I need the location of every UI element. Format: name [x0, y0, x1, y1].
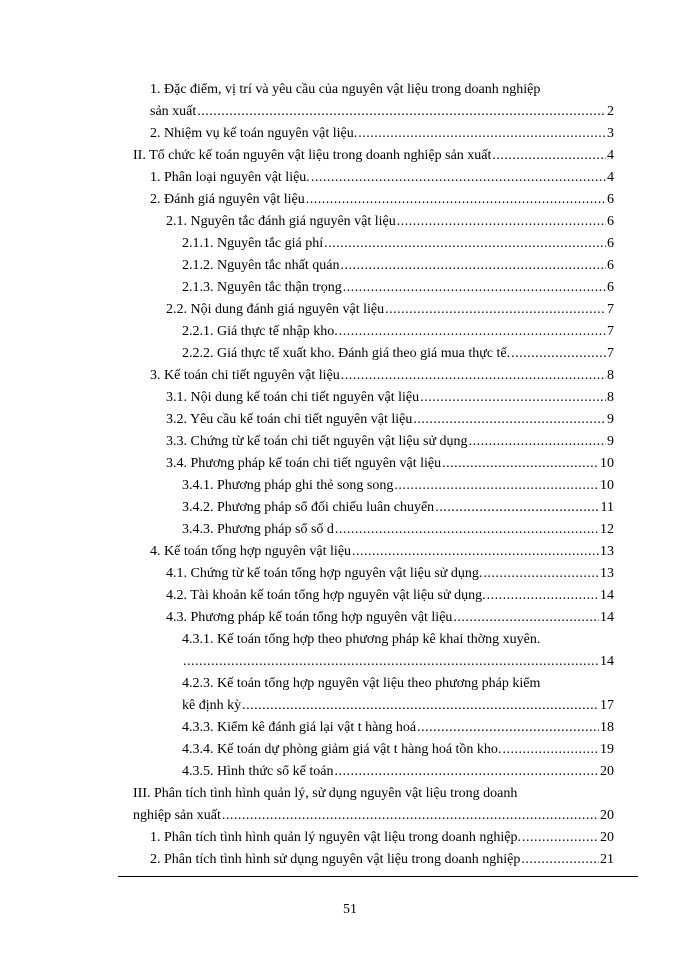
toc-entry-text: 1. Đặc điểm, vị trí và yêu cầu của nguyên vật liệu trong doanh nghiệp: [150, 82, 541, 97]
toc-page-number: 3: [607, 126, 614, 141]
toc-entry-text: III. Phân tích tình hình quản lý, sử dụng nguyên vật liệu trong doanh: [133, 786, 518, 801]
toc-entry-text: sản xuất: [150, 104, 197, 119]
toc-entry-text: 1. Phân loại nguyên vật liệu.: [150, 170, 310, 185]
dot-leader: [311, 167, 606, 189]
dot-leader: [521, 849, 599, 871]
toc-entry-text: 3. Kế toán chi tiết nguyên vật liệu: [150, 368, 340, 383]
dot-leader: [435, 497, 599, 519]
dot-leader: [341, 365, 606, 387]
dot-leader: [334, 761, 599, 783]
toc-page-number: 8: [607, 390, 614, 405]
page-number: 51: [343, 902, 357, 917]
dot-leader: [453, 607, 599, 629]
toc-entry-text: 2. Đánh giá nguyên vật liệu: [150, 192, 305, 207]
toc-entry[interactable]: [166, 387, 614, 409]
toc-entry-text: 4.3.3. Kiểm kê đánh giá lại vật t hàng hoá: [182, 720, 417, 735]
toc-page-number: 4: [607, 170, 614, 185]
toc-page-number: 6: [607, 214, 614, 229]
toc-entry-text: 3.3. Chứng từ kế toán chi tiết nguyên vật liệu sử dụng: [166, 434, 468, 449]
toc-page-number: 20: [600, 764, 614, 779]
toc-entry-text: 3.4.3. Phương pháp sổ số d: [182, 522, 334, 537]
toc-page-number: 7: [607, 346, 614, 361]
dot-leader: [397, 211, 606, 233]
toc-entry[interactable]: [182, 233, 614, 255]
toc-page-number: 9: [607, 412, 614, 427]
dot-leader: [358, 123, 606, 145]
dot-leader: [442, 453, 599, 475]
dot-leader: [242, 695, 599, 717]
toc-page-number: 6: [607, 258, 614, 273]
toc-entry-text: kê định kỳ: [182, 698, 242, 713]
toc-entry-text: 4. Kế toán tổng hợp nguyên vật liệu: [150, 544, 352, 559]
toc-entry-text: 4.3.1. Kế toán tổng hợp theo phương pháp kê khai thờng xuyên.: [182, 632, 541, 647]
toc-entry[interactable]: [133, 145, 614, 167]
toc-entry: [150, 79, 540, 101]
dot-leader: [306, 189, 606, 211]
dot-leader: [335, 519, 599, 541]
toc-page-number: 20: [600, 808, 614, 823]
dot-leader: [343, 277, 606, 299]
footer-divider: [118, 876, 638, 877]
dot-leader: [197, 101, 606, 123]
toc-page-number: 12: [600, 522, 614, 537]
toc-entry-text: 4.2. Tài khoản kế toán tổng hợp nguyên vật liệu sử dụng.: [166, 588, 486, 603]
toc-entry[interactable]: [166, 211, 614, 233]
toc-page-number: 4: [607, 148, 614, 163]
dot-leader: [483, 563, 599, 585]
toc-page-number: 11: [600, 500, 614, 515]
toc-entry[interactable]: [150, 541, 614, 563]
toc-page-number: 13: [600, 544, 614, 559]
toc-entry-text: 3.2. Yêu cầu kế toán chi tiết nguyên vật liệu: [166, 412, 413, 427]
toc-page-number: 20: [600, 830, 614, 845]
toc-entry-text: 2.2. Nội dung đánh giá nguyên vật liệu: [166, 302, 385, 317]
toc-page-number: 14: [600, 610, 614, 625]
dot-leader: [340, 255, 606, 277]
dot-leader: [469, 431, 606, 453]
toc-entry-text: 3.4. Phương pháp kế toán chi tiết nguyên vật liệu: [166, 456, 442, 471]
toc-page-number: 14: [600, 588, 614, 603]
toc-entry[interactable]: [150, 827, 614, 849]
toc-entry[interactable]: [166, 453, 614, 475]
dot-leader: [324, 233, 606, 255]
toc-page-number: 17: [600, 698, 614, 713]
dot-leader: [339, 321, 606, 343]
toc-entry[interactable]: [182, 343, 614, 365]
toc-entry-text: 4.3. Phương pháp kế toán tổng hợp nguyên vật liệu: [166, 610, 453, 625]
dot-leader: [183, 651, 599, 673]
toc-entry[interactable]: [182, 497, 614, 519]
toc-entry-text: 2.1.2. Nguyên tắc nhất quán: [182, 258, 340, 273]
toc-entry: [133, 783, 517, 805]
dot-leader: [394, 475, 599, 497]
dot-leader: [352, 541, 599, 563]
toc-entry[interactable]: [133, 805, 614, 827]
toc-entry[interactable]: [166, 431, 614, 453]
toc-page-number: 9: [607, 434, 614, 449]
dot-leader: [385, 299, 606, 321]
toc-entry[interactable]: [182, 717, 614, 739]
toc-page-number: 13: [600, 566, 614, 581]
dot-leader: [417, 717, 599, 739]
toc-entry-text: 4.3.5. Hình thức sổ kế toán: [182, 764, 334, 779]
toc-entry[interactable]: [150, 167, 614, 189]
toc-entry-text: 2. Phân tích tình hình sử dụng nguyên vật liệu trong doanh nghiệp: [150, 852, 521, 867]
toc-page-number: 14: [600, 654, 614, 669]
toc-entry-text: 3.4.2. Phương pháp sổ đối chiếu luân chuyển: [182, 500, 435, 515]
dot-leader: [413, 409, 606, 431]
dot-leader: [222, 805, 599, 827]
dot-leader: [492, 145, 606, 167]
toc-entry-text: 4.2.3. Kế toán tổng hợp nguyên vật liệu theo phương pháp kiểm: [182, 676, 541, 691]
toc-entry-text: 2.1.1. Nguyên tắc giá phí: [182, 236, 324, 251]
toc-page-number: 6: [607, 280, 614, 295]
toc-entry[interactable]: [182, 651, 614, 673]
toc-entry: [182, 673, 540, 695]
toc-entry-text: II. Tổ chức kế toán nguyên vật liệu trong doanh nghiệp sản xuất: [133, 148, 492, 163]
toc-page-number: 8: [607, 368, 614, 383]
dot-leader: [420, 387, 606, 409]
toc-entry[interactable]: [150, 189, 614, 211]
toc-page-number: 18: [600, 720, 614, 735]
toc-page-number: 10: [600, 478, 614, 493]
toc-entry-text: 2.2.2. Giá thực tế xuất kho. Đánh giá theo giá mua thực tế.: [182, 346, 511, 361]
toc-entry[interactable]: [182, 255, 614, 277]
toc-entry[interactable]: [150, 123, 614, 145]
toc-entry[interactable]: [150, 849, 614, 871]
toc-entry[interactable]: [150, 101, 614, 123]
toc-page-number: 2: [607, 104, 614, 119]
toc-entry[interactable]: [166, 607, 614, 629]
toc-entry-text: 3.4.1. Phương pháp ghi thẻ song song: [182, 478, 394, 493]
toc-entry: [182, 629, 540, 651]
toc-entry[interactable]: [182, 519, 614, 541]
toc-entry[interactable]: [166, 299, 614, 321]
toc-page-number: 10: [600, 456, 614, 471]
dot-leader: [502, 739, 599, 761]
toc-entry-text: 1. Phân tích tình hình quản lý nguyên vật liệu trong doanh nghiệp.: [150, 830, 521, 845]
toc-page-number: 6: [607, 192, 614, 207]
toc-entry[interactable]: [182, 695, 614, 717]
toc-entry-text: 2.1.3. Nguyên tắc thận trọng: [182, 280, 342, 295]
dot-leader: [487, 585, 599, 607]
toc-page-number: 6: [607, 236, 614, 251]
toc-entry-text: nghiệp sản xuất: [133, 808, 221, 823]
toc-entry-text: 2.2.1. Giá thực tế nhập kho.: [182, 324, 338, 339]
dot-leader: [511, 343, 606, 365]
toc-entry[interactable]: [182, 321, 614, 343]
toc-entry-text: 2.1. Nguyên tắc đánh giá nguyên vật liệu: [166, 214, 396, 229]
toc-entry[interactable]: [182, 277, 614, 299]
toc-entry[interactable]: [182, 761, 614, 783]
toc-entry[interactable]: [182, 739, 614, 761]
toc-entry[interactable]: [150, 365, 614, 387]
toc-page-number: 7: [607, 324, 614, 339]
toc-page-number: 7: [607, 302, 614, 317]
toc-entry-text: 4.1. Chứng từ kế toán tổng hợp nguyên vật liệu sử dụng.: [166, 566, 483, 581]
toc-entry[interactable]: [166, 585, 614, 607]
toc-page-number: 21: [600, 852, 614, 867]
toc-entry-text: 3.1. Nội dung kế toán chi tiết nguyên vật liệu: [166, 390, 420, 405]
toc-entry[interactable]: [166, 563, 614, 585]
dot-leader: [522, 827, 599, 849]
toc-entry[interactable]: [182, 475, 614, 497]
toc-entry-text: 2. Nhiệm vụ kế toán nguyên vật liệu.: [150, 126, 358, 141]
toc-entry[interactable]: [166, 409, 614, 431]
toc-entry-text: 4.3.4. Kế toán dự phòng giảm giá vật t hàng hoá tồn kho.: [182, 742, 502, 757]
toc-page-number: 19: [600, 742, 614, 757]
